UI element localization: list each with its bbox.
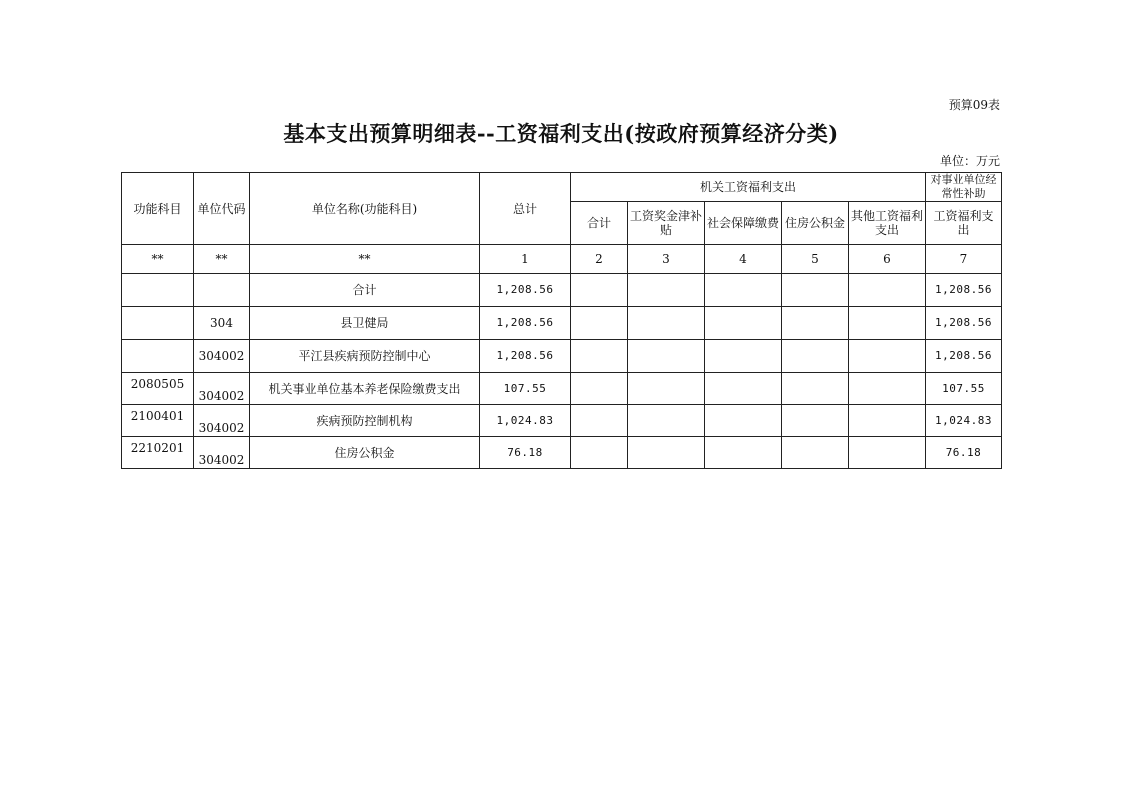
other-welfare-cell	[849, 340, 926, 373]
subtotal-cell	[571, 307, 628, 340]
table-row	[122, 340, 1002, 373]
wage-bonus-cell	[628, 340, 705, 373]
func-cell	[122, 274, 194, 307]
name-cell: 县卫健局	[250, 307, 480, 340]
social-security-cell	[705, 274, 782, 307]
header-housing-fund: 住房公积金	[782, 202, 849, 245]
name-cell: 机关事业单位基本养老保险缴费支出	[250, 373, 480, 405]
index-cell: 1	[480, 245, 571, 274]
name-cell: 平江县疾病预防控制中心	[250, 340, 480, 373]
total-cell: 1,024.83	[480, 405, 571, 437]
index-cell: **	[250, 245, 480, 274]
index-cell: 6	[849, 245, 926, 274]
wage-bonus-cell	[628, 405, 705, 437]
other-welfare-cell	[849, 307, 926, 340]
other-welfare-cell	[849, 373, 926, 405]
wage-welfare-cell: 76.18	[926, 437, 1002, 469]
func-cell	[122, 307, 194, 340]
header-sub-total: 合计	[571, 202, 628, 245]
subtotal-cell	[571, 340, 628, 373]
table-row	[122, 405, 1002, 437]
wage-welfare-cell: 1,024.83	[926, 405, 1002, 437]
housing-fund-cell	[782, 307, 849, 340]
total-cell: 76.18	[480, 437, 571, 469]
header-wage-welfare: 工资福利支出	[926, 202, 1002, 245]
header-agency-group: 机关工资福利支出	[571, 173, 926, 202]
table-row	[122, 274, 1002, 307]
other-welfare-cell	[849, 437, 926, 469]
housing-fund-cell	[782, 373, 849, 405]
wage-welfare-cell: 1,208.56	[926, 340, 1002, 373]
name-cell: 住房公积金	[250, 437, 480, 469]
index-cell: **	[122, 245, 194, 274]
header-social-security: 社会保障缴费	[705, 202, 782, 245]
index-cell: **	[194, 245, 250, 274]
subtotal-cell	[571, 274, 628, 307]
social-security-cell	[705, 340, 782, 373]
func-cell: 2100401	[122, 405, 194, 437]
header-total: 总计	[480, 173, 571, 245]
subtotal-cell	[571, 373, 628, 405]
code-cell: 304002	[194, 405, 250, 437]
budget-table	[121, 172, 1002, 469]
wage-bonus-cell	[628, 274, 705, 307]
other-welfare-cell	[849, 405, 926, 437]
wage-bonus-cell	[628, 307, 705, 340]
total-cell: 1,208.56	[480, 274, 571, 307]
code-cell	[194, 274, 250, 307]
func-cell: 2080505	[122, 373, 194, 405]
social-security-cell	[705, 307, 782, 340]
index-cell: 2	[571, 245, 628, 274]
subtotal-cell	[571, 405, 628, 437]
housing-fund-cell	[782, 405, 849, 437]
subtotal-cell	[571, 437, 628, 469]
code-cell: 304	[194, 307, 250, 340]
header-unit-name: 单位名称(功能科目)	[250, 173, 480, 245]
wage-bonus-cell	[628, 373, 705, 405]
header-func-subject: 功能科目	[122, 173, 194, 245]
index-cell: 3	[628, 245, 705, 274]
index-cell: 4	[705, 245, 782, 274]
total-cell: 1,208.56	[480, 307, 571, 340]
table-row	[122, 307, 1002, 340]
wage-welfare-cell: 1,208.56	[926, 274, 1002, 307]
housing-fund-cell	[782, 437, 849, 469]
housing-fund-cell	[782, 340, 849, 373]
unit-label: 单位：万元	[939, 154, 1000, 168]
wage-bonus-cell	[628, 437, 705, 469]
housing-fund-cell	[782, 274, 849, 307]
code-cell: 304002	[194, 437, 250, 469]
social-security-cell	[705, 373, 782, 405]
wage-welfare-cell: 1,208.56	[926, 307, 1002, 340]
form-code: 预算09表	[948, 98, 1000, 112]
wage-welfare-cell: 107.55	[926, 373, 1002, 405]
func-cell	[122, 340, 194, 373]
header-other-welfare: 其他工资福利支出	[849, 202, 926, 245]
code-cell: 304002	[194, 340, 250, 373]
social-security-cell	[705, 437, 782, 469]
page-title: 基本支出预算明细表--工资福利支出(按政府预算经济分类)	[283, 121, 839, 146]
name-cell: 疾病预防控制机构	[250, 405, 480, 437]
header-subsidy-group: 对事业单位经常性补助	[926, 173, 1002, 202]
table-row	[122, 437, 1002, 469]
header-unit-code: 单位代码	[194, 173, 250, 245]
code-cell: 304002	[194, 373, 250, 405]
total-cell: 107.55	[480, 373, 571, 405]
index-cell: 5	[782, 245, 849, 274]
func-cell: 2210201	[122, 437, 194, 469]
index-cell: 7	[926, 245, 1002, 274]
total-cell: 1,208.56	[480, 340, 571, 373]
name-cell: 合计	[250, 274, 480, 307]
social-security-cell	[705, 405, 782, 437]
header-wage-bonus: 工资奖金津补贴	[628, 202, 705, 245]
other-welfare-cell	[849, 274, 926, 307]
index-row	[122, 245, 1002, 274]
table-row	[122, 373, 1002, 405]
